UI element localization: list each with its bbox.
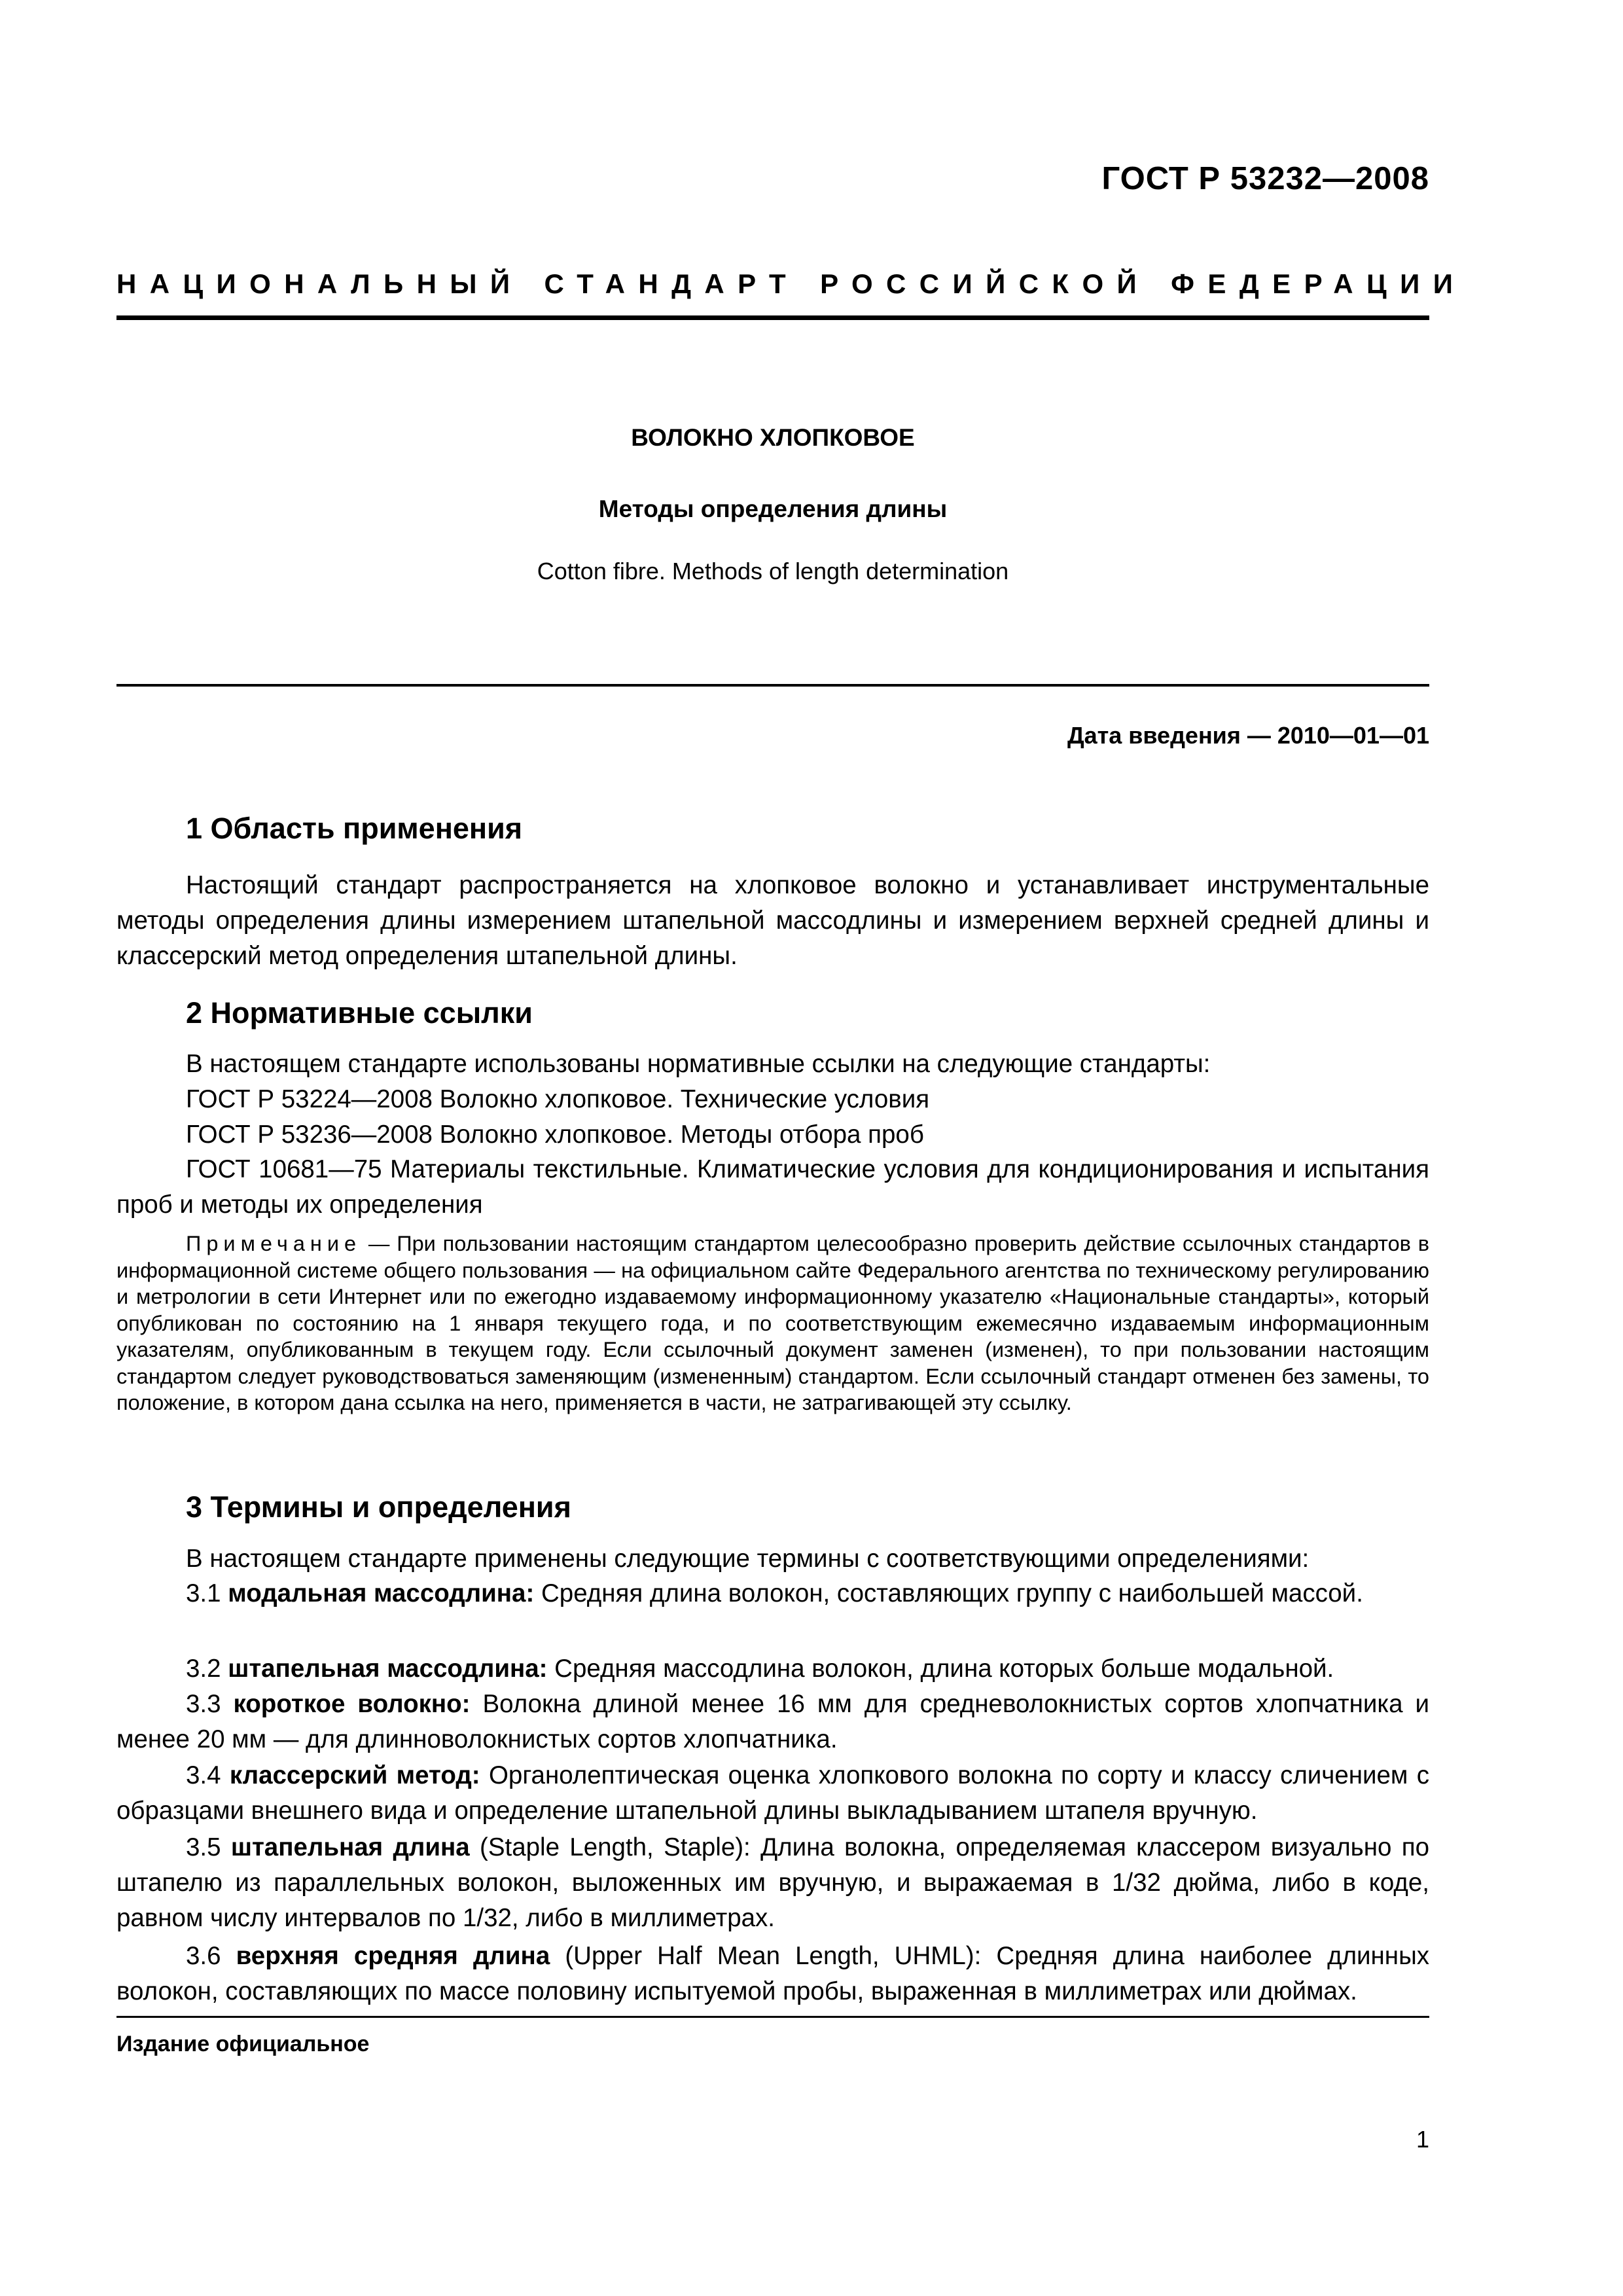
section-3-intro: В настоящем стандарте применены следующие термины с соответствующими определениями: <box>186 1545 1310 1573</box>
header-rule <box>116 315 1429 320</box>
term-definition: Органолептическая оценка хлопкового волокна по сорту и классу сличением с образцами внешнего вида и определение штапельной длины выкладыванием штапеля вручную. <box>116 1761 1430 1825</box>
section-1-text: Настоящий стандарт распространяется на хлопковое волокно и устанавливает инструментальные методы определения длины измерением штапельной массодлины и измерением верхней средней длины и классерский метод определения штапельной длины. <box>116 871 1429 970</box>
term-definition: (Upper Half Mean Length, UHML): Средняя длина наиболее длинных волокон, составляющих по массе половину испытуемой пробы, выраженная в миллиметрах или дюймах. <box>116 1942 1429 2005</box>
page-number: 1 <box>1416 2126 1429 2153</box>
section-1-heading: 1 Область применения <box>186 812 523 845</box>
gost-code: ГОСТ Р 53232—2008 <box>1101 161 1429 196</box>
english-title: Cotton fibre. Methods of length determination <box>537 558 1009 584</box>
introduction-date: Дата введения — 2010—01—01 <box>1067 722 1429 749</box>
term-name: модальная массодлина: <box>228 1579 535 1607</box>
title-rule <box>116 684 1429 687</box>
term-3-5 <box>116 1830 1429 1936</box>
term-number: 3.4 <box>186 1761 221 1789</box>
term-3-3 <box>116 1687 1429 1757</box>
term-name: штапельная массодлина: <box>228 1655 548 1683</box>
term-definition: Средняя массодлина волокон, длина которых больше модальной. <box>547 1655 1334 1683</box>
official-edition-label: Издание официальное <box>116 2032 370 2056</box>
section-2-heading: 2 Нормативные ссылки <box>186 996 533 1030</box>
term-definition: (Staple Length, Staple): Длина волокна, определяемая классером визуально по штапелю из параллельных волокон, выложенных им вручную, и выражаемая в 1/32 дюйма, либо в коде, равном числу интервалов по 1/32, либо в миллиметрах. <box>116 1833 1429 1932</box>
term-name: верхняя средняя длина <box>236 1942 550 1970</box>
term-number: 3.2 <box>186 1655 221 1683</box>
term-3-6 <box>116 1939 1429 2009</box>
term-3-1 <box>116 1576 1429 1611</box>
section-2-note <box>116 1230 1429 1416</box>
section-3-heading: 3 Термины и определения <box>186 1490 571 1524</box>
note-text: — При пользовании настоящим стандартом целесообразно проверить действие ссылочных стандартов в информационной системе общего пользования — на официальном сайте Федерального агентства по техническому регулированию и метрологии в сети Интернет или по ежегодно издаваемому информационному указателю «Национальные стандарты», который опубликован по состоянию на 1 января текущего года, и по соответствующим ежемесячно издаваемым информационным указателям, опубликованным в текущем году. Если ссылочный документ заменен (изменен), то при пользовании настоящим стандартом следует руководствоваться заменяющим (измененным) стандартом. Если ссылочный стандарт отменен без замены, то положение, в котором дана ссылка на него, применяется в части, не затрагивающей эту ссылку. <box>116 1232 1429 1414</box>
term-name: штапельная длина <box>230 1833 470 1861</box>
term-number: 3.5 <box>186 1833 221 1861</box>
term-name: классерский метод: <box>229 1761 480 1789</box>
reference-2: ГОСТ Р 53236—2008 Волокно хлопковое. Методы отбора проб <box>186 1121 924 1149</box>
term-3-4 <box>116 1758 1429 1829</box>
footer-rule <box>116 2016 1429 2018</box>
document-title: ВОЛОКНО ХЛОПКОВОЕ <box>631 424 915 451</box>
term-definition: Средняя длина волокон, составляющих группу с наибольшей массой. <box>534 1579 1363 1607</box>
term-number: 3.1 <box>186 1579 221 1607</box>
note-label: Примечание <box>186 1232 362 1255</box>
term-name: короткое волокно: <box>233 1690 471 1718</box>
national-standard-banner: НАЦИОНАЛЬНЫЙ СТАНДАРТ РОССИЙСКОЙ ФЕДЕРАЦИИ <box>116 268 1467 299</box>
reference-1: ГОСТ Р 53224—2008 Волокно хлопковое. Технические условия <box>186 1085 930 1113</box>
term-number: 3.6 <box>186 1942 221 1970</box>
term-3-2 <box>116 1651 1429 1687</box>
document-subtitle: Методы определения длины <box>598 495 948 522</box>
term-definition: Волокна длиной менее 16 мм для средневолокнистых сортов хлопчатника и менее 20 мм — для длинноволокнистых сортов хлопчатника. <box>116 1690 1429 1753</box>
section-2-intro: В настоящем стандарте использованы нормативные ссылки на следующие стандарты: <box>186 1050 1211 1078</box>
term-number: 3.3 <box>186 1690 221 1718</box>
reference-3: ГОСТ 10681—75 Материалы текстильные. Климатические условия для кондиционирования и испытания проб и методы их определения <box>116 1155 1429 1219</box>
